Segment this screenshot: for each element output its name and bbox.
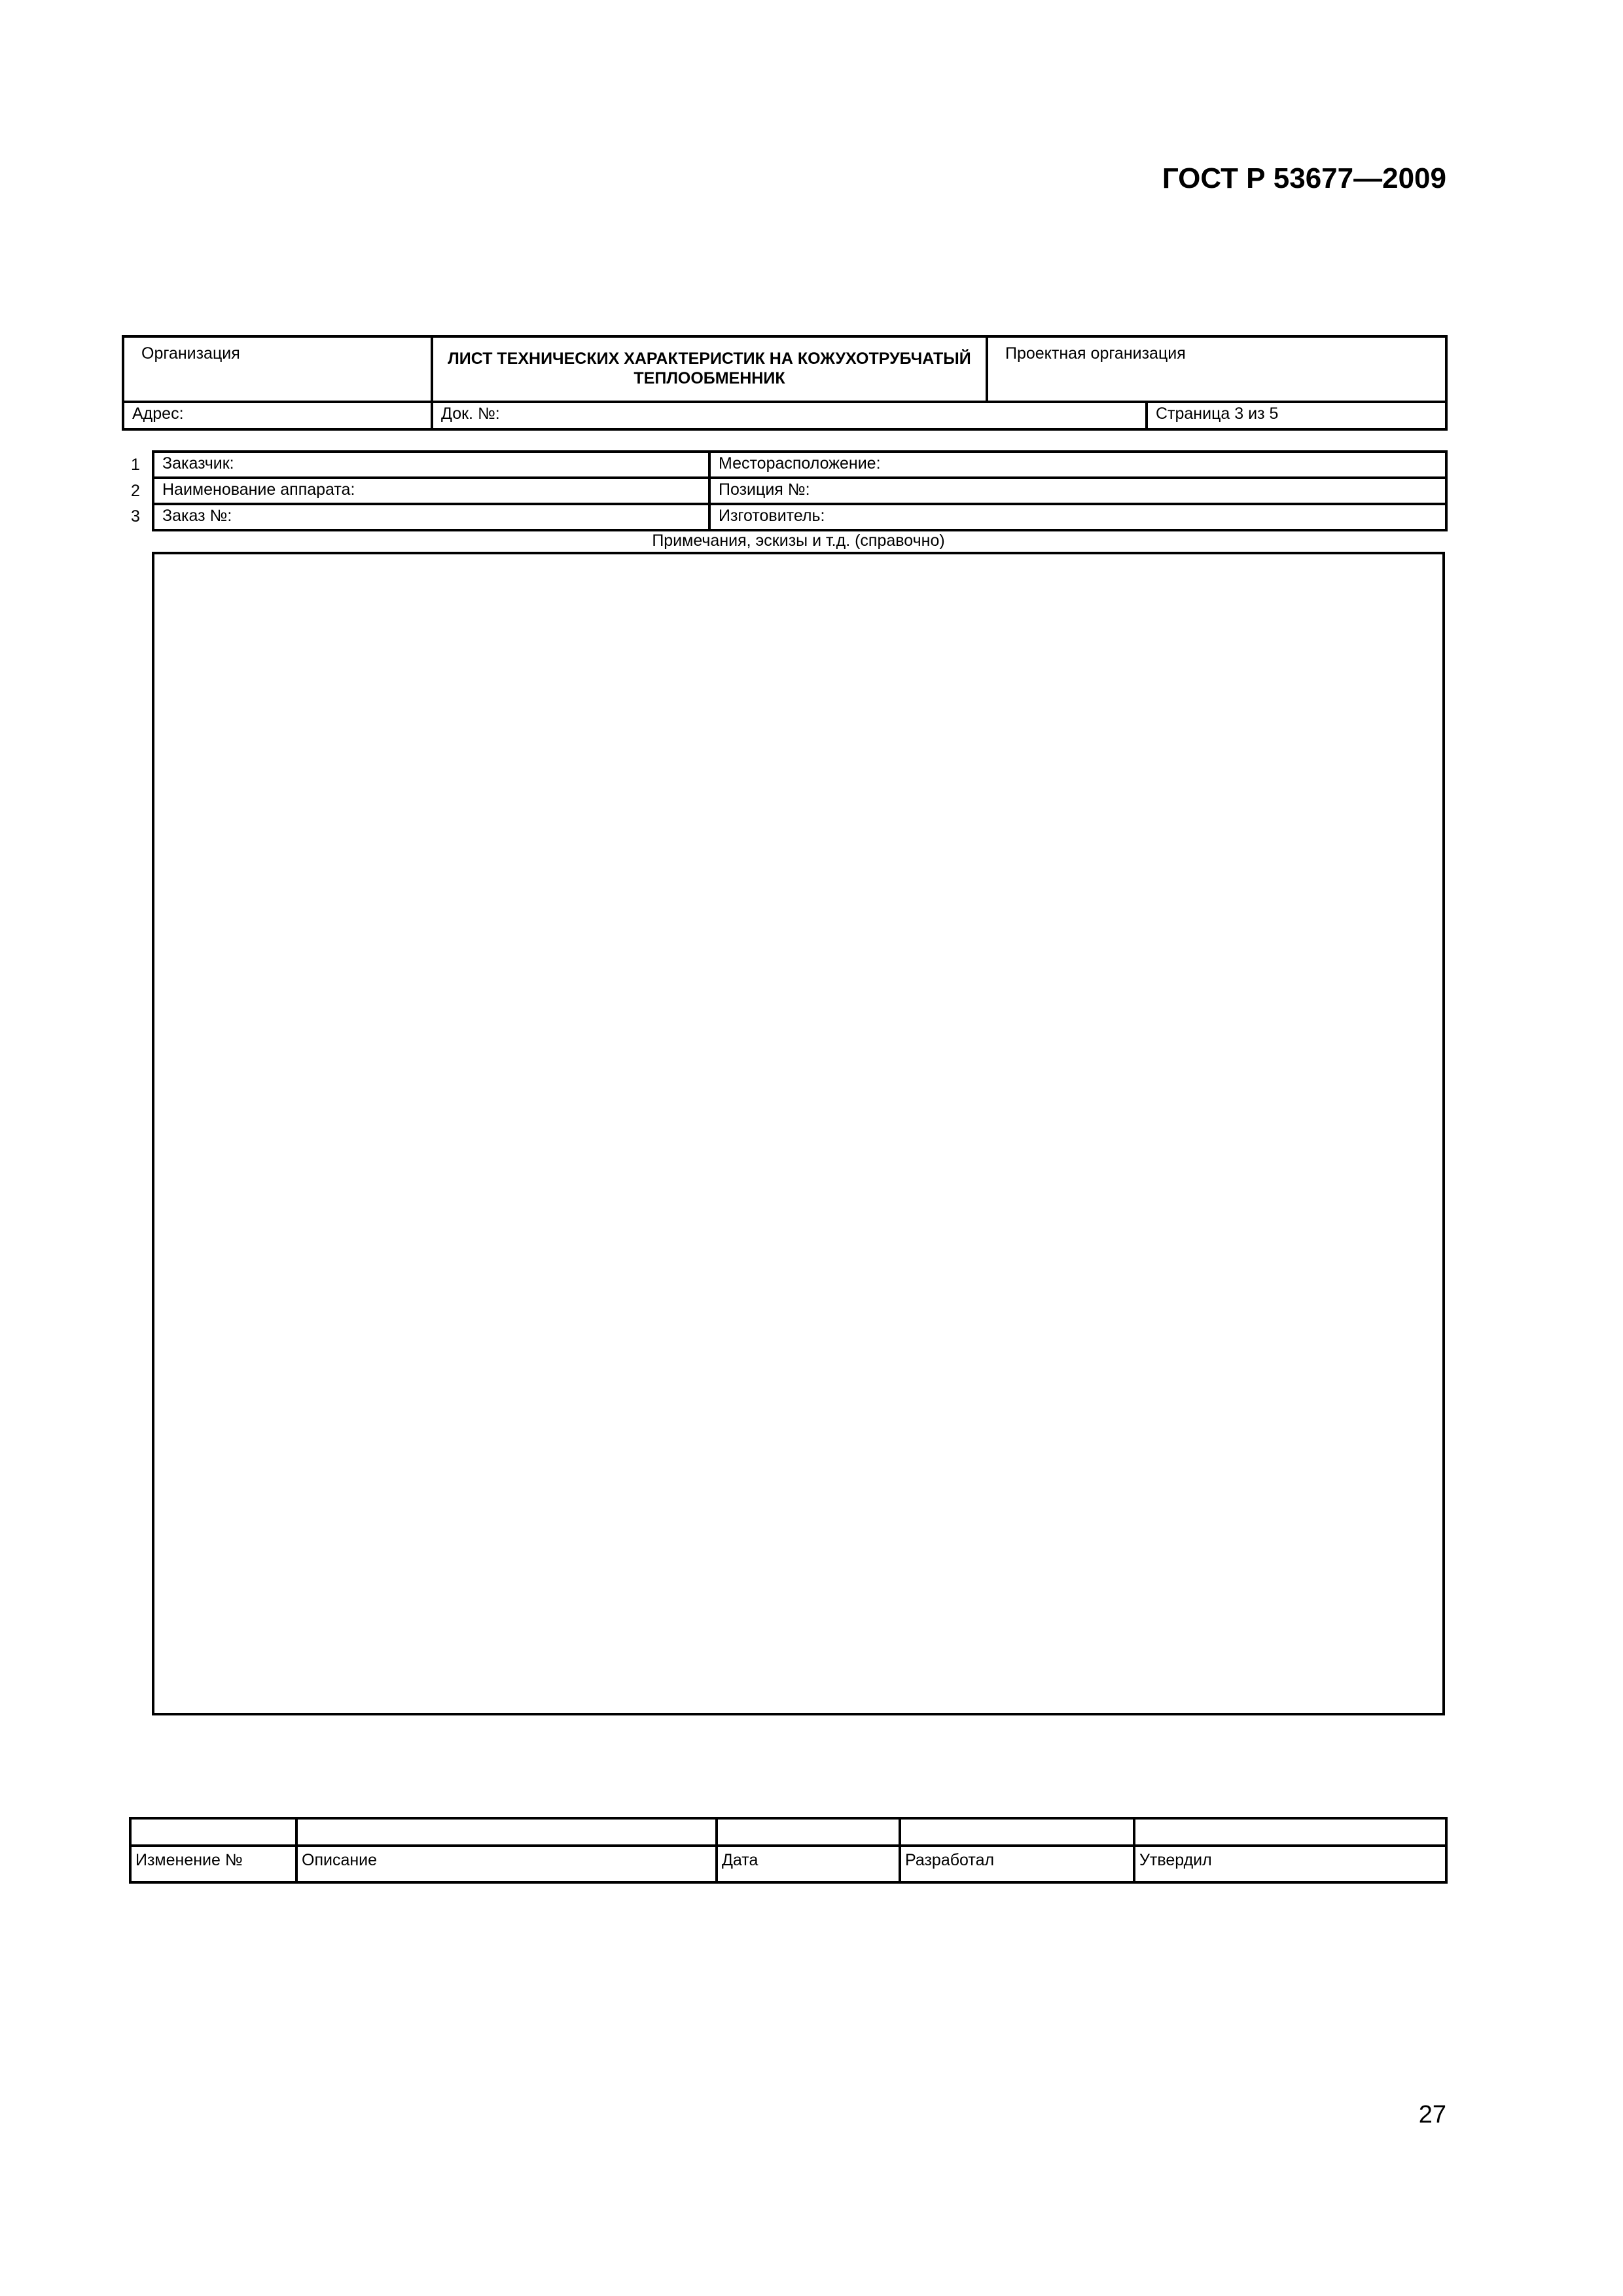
position-field: Позиция №: (709, 478, 1446, 504)
address-label: Адрес: (123, 402, 432, 429)
revision-cell (900, 1818, 1134, 1846)
revision-date-label: Дата (717, 1846, 900, 1882)
doc-number-label: Док. №: (432, 402, 1147, 429)
revision-description-label: Описание (296, 1846, 717, 1882)
header-table (122, 335, 1448, 431)
info-row (153, 504, 1446, 530)
organization-label: Организация (123, 336, 432, 402)
revision-change-no-label: Изменение № (130, 1846, 296, 1882)
notes-sketch-area (152, 552, 1445, 1715)
manufacturer-field: Изготовитель: (709, 504, 1446, 530)
revision-cell (1134, 1818, 1446, 1846)
info-row (153, 452, 1446, 478)
revision-header-row (130, 1846, 1446, 1882)
sheet-title: ЛИСТ ТЕХНИЧЕСКИХ ХАРАКТЕРИСТИК НА КОЖУХОТРУБЧАТЫЙ ТЕПЛООБМЕННИК (432, 336, 987, 402)
notes-caption: Примечания, эскизы и т.д. (справочно) (652, 531, 945, 550)
row-number-2: 2 (131, 482, 140, 500)
info-table (152, 450, 1448, 531)
location-field: Месторасположение: (709, 452, 1446, 478)
revision-table (129, 1817, 1448, 1884)
page-of-label: Страница 3 из 5 (1147, 402, 1446, 429)
revision-approved-by-label: Утвердил (1134, 1846, 1446, 1882)
revision-cell (717, 1818, 900, 1846)
standard-number: ГОСТ Р 53677—2009 (1162, 162, 1446, 194)
design-organization-label: Проектная организация (987, 336, 1446, 402)
revision-empty-row (130, 1818, 1446, 1846)
customer-field: Заказчик: (153, 452, 709, 478)
info-row (153, 478, 1446, 504)
page-number: 27 (1418, 2101, 1446, 2128)
row-number-1: 1 (131, 456, 140, 474)
revision-developed-by-label: Разработал (900, 1846, 1134, 1882)
revision-cell (296, 1818, 717, 1846)
apparatus-name-field: Наименование аппарата: (153, 478, 709, 504)
revision-cell (130, 1818, 296, 1846)
row-number-3: 3 (131, 507, 140, 526)
order-number-field: Заказ №: (153, 504, 709, 530)
